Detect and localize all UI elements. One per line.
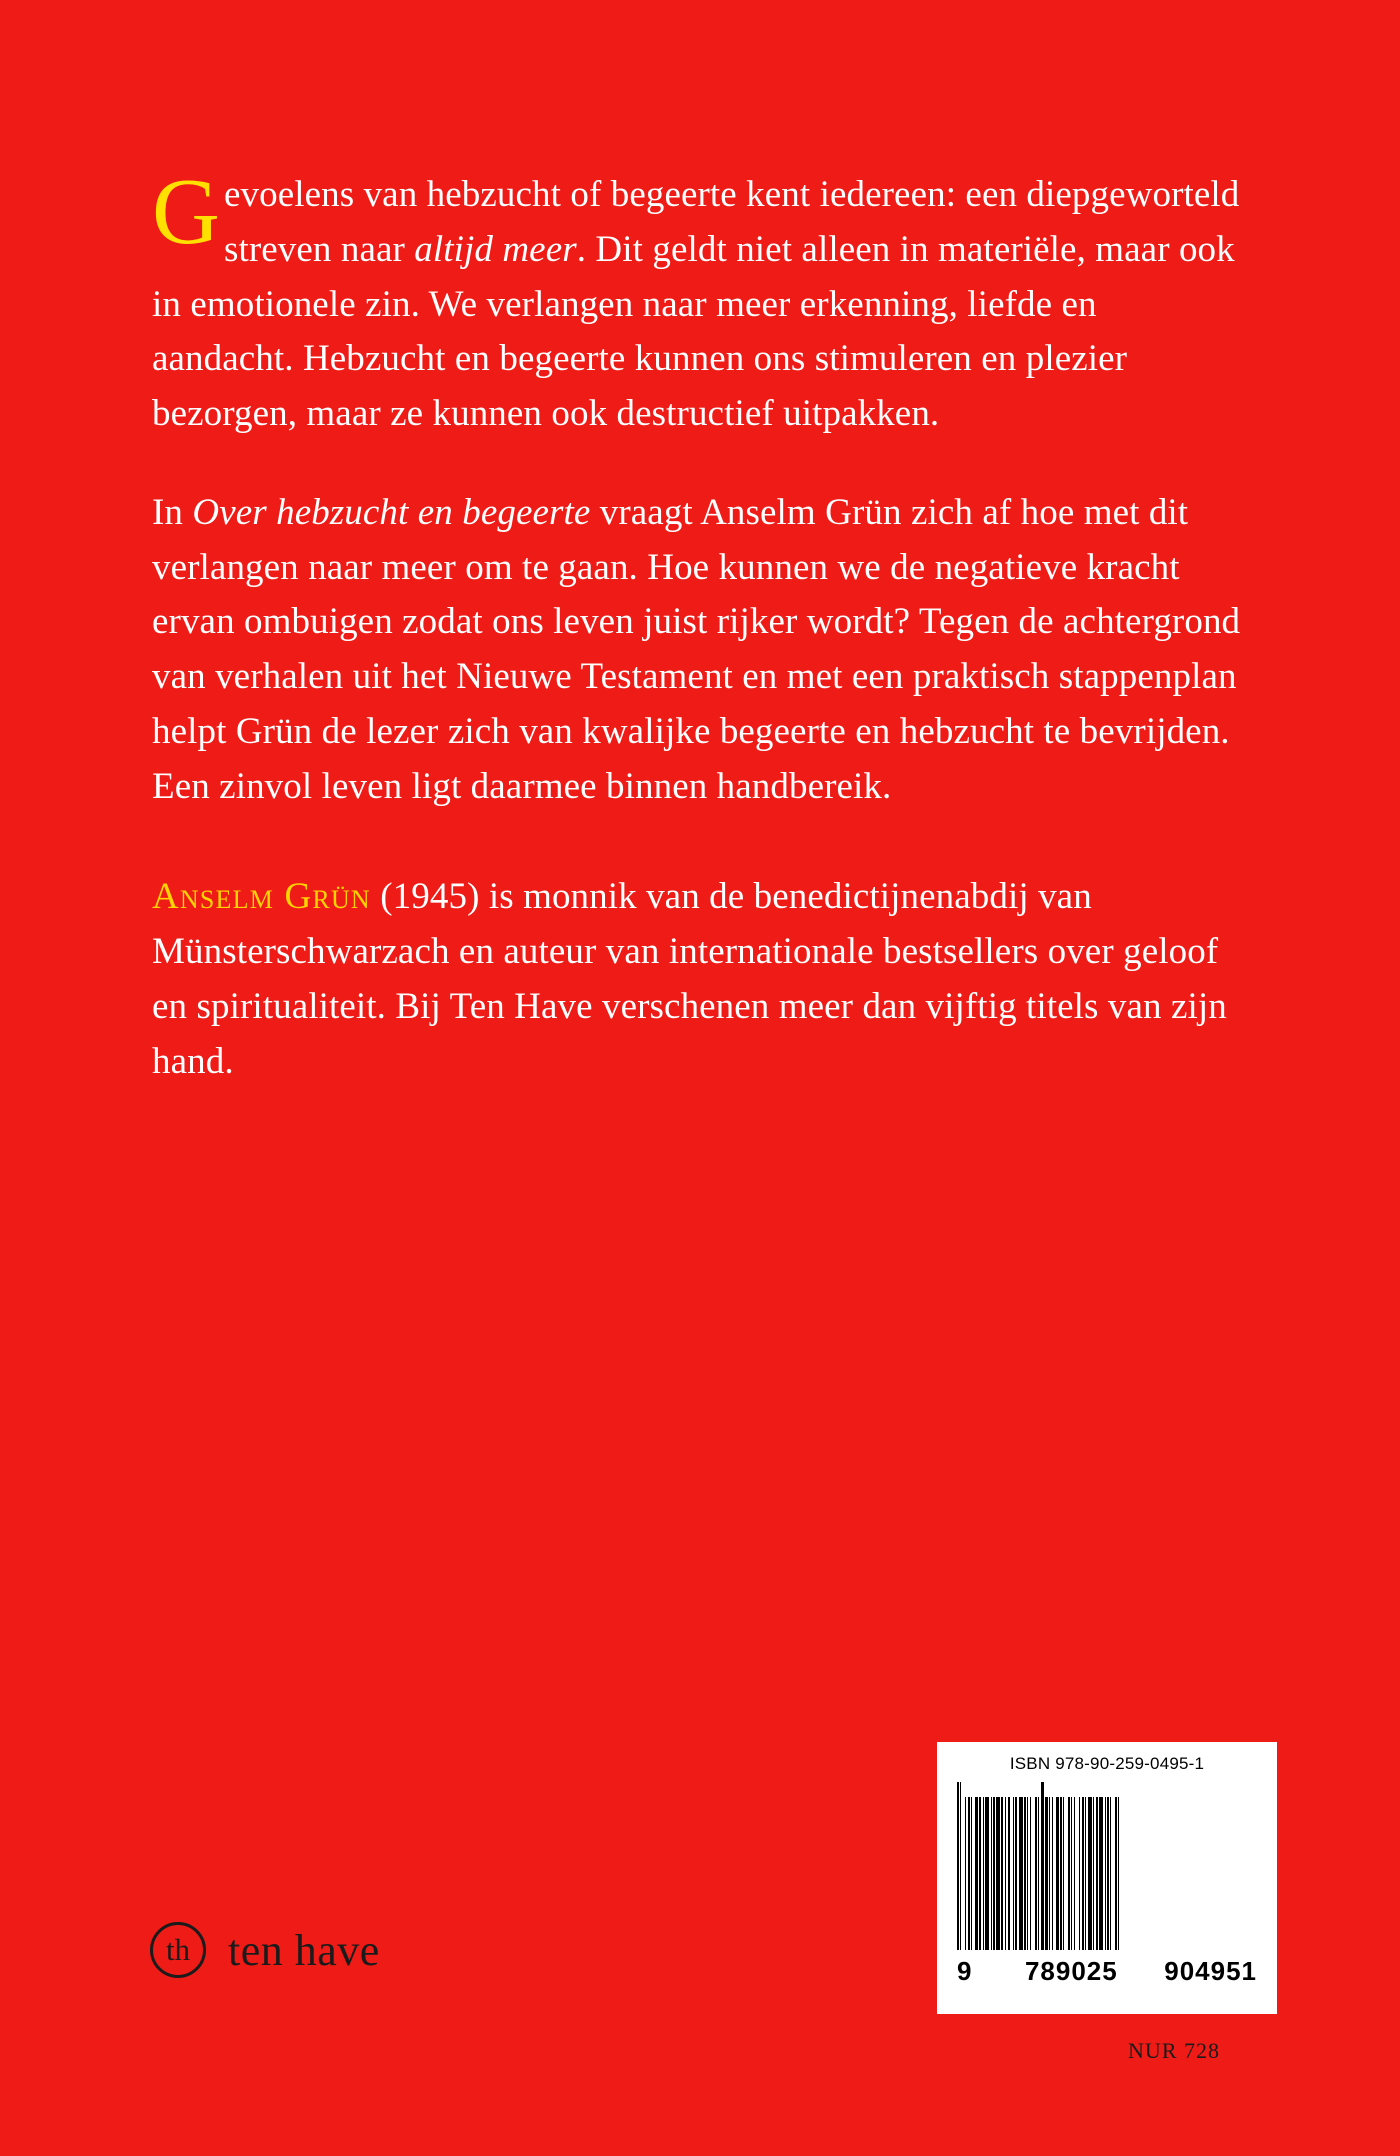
barcode-digits-left: 789025 — [1024, 1956, 1118, 1986]
barcode-bars-icon — [957, 1782, 1257, 1950]
drop-cap-letter: G — [152, 160, 220, 264]
blurb-paragraph-2 — [152, 486, 1242, 815]
author-name: Anselm Grün — [152, 876, 371, 918]
blurb-paragraph-1 — [152, 160, 1242, 442]
publisher-logo — [150, 1922, 380, 1978]
barcode-digits — [957, 1956, 1257, 1987]
publisher-name: ten have — [228, 1925, 380, 1975]
blurb-paragraph-1-italic: altijd meer — [414, 228, 577, 270]
book-title-italic: Over hebzucht en begeerte — [192, 491, 591, 533]
barcode-digit-lead: 9 — [957, 1956, 973, 1986]
blurb-paragraph-1-part2: . Dit geldt niet alleen in materiële, maar ook in emotionele zin. We verlangen naar meer erkenning, liefde en aandacht. Hebzucht en begeerte kunnen ons stimuleren en plezier bezorgen, maar ze kunnen ook destructief uitpakken. — [152, 228, 1235, 434]
barcode-digits-right: 904951 — [1164, 1956, 1257, 1986]
blurb-paragraph-1-part1: evoelens van hebzucht of begeerte kent iedereen: een diepgeworteld streven naar — [223, 174, 1240, 270]
blurb-paragraph-2-part2: vraagt Anselm Grün zich af hoe met dit verlangen naar meer om te gaan. Hoe kunnen we de negatieve kracht ervan ombuigen zodat ons leven juist rijker wordt? Tegen de achtergrond van verhalen uit het Nieuwe Testament en met een praktisch stappenplan helpt Grün de lezer zich van kwalijke begeerte en hebzucht te bevrijden. Een zinvol leven ligt daarmee binnen handbereik. — [152, 491, 1241, 807]
author-bio-paragraph — [152, 870, 1242, 1089]
isbn-label: ISBN 978-90-259-0495-1 — [1009, 1754, 1205, 1773]
publisher-monogram-text: th — [165, 1931, 191, 1967]
blurb-paragraph-2-part1: In — [152, 491, 193, 533]
nur-code: NUR 728 — [1128, 2038, 1220, 2063]
publisher-monogram-icon — [150, 1922, 206, 1978]
author-bio-text: (1945) is monnik van de benedictijnenabdij van Münsterschwarzach en auteur van internationale bestsellers over geloof en spiritualiteit. Bij Ten Have verschenen meer dan vijftig titels van zijn hand. — [152, 876, 1227, 1082]
blurb-text-block — [152, 160, 1242, 1089]
barcode-bar — [1119, 1797, 1121, 1950]
barcode-block — [937, 1742, 1277, 2014]
